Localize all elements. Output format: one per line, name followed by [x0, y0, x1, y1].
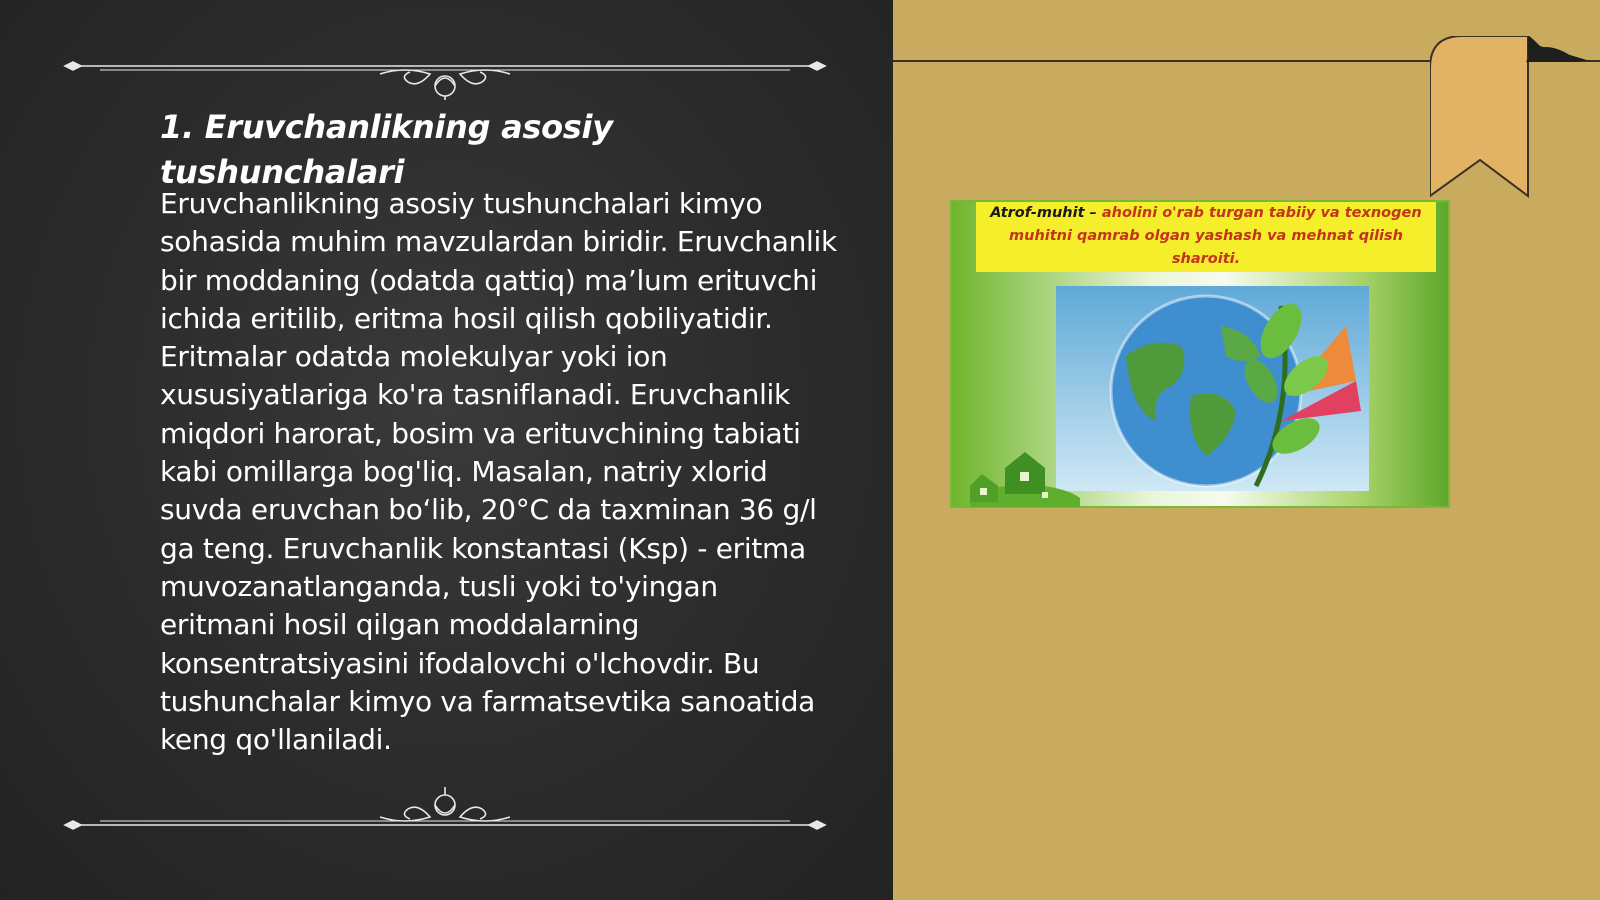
caption-dash: – [1084, 205, 1102, 221]
top-ornament-divider [60, 40, 830, 100]
slide-title: 1. Eruvchanlikning asosiy tushunchalari [160, 108, 613, 191]
bookmark-ribbon-icon [1430, 36, 1590, 198]
globe-icon [1056, 286, 1369, 491]
illustration-caption [976, 202, 1436, 272]
environment-illustration [950, 200, 1450, 508]
caption-definition: aholini o'rab turgan tabiiy va texnogen muhitni qamrab olgan yashash va mehnat qilish sharoiti. [1009, 205, 1422, 267]
slide-body-text: Eruvchanlikning asosiy tushunchalari kimyo sohasida muhim mavzulardan biridir. Eruvchanlik bir moddaning (odatda qattiq) ma’lum erituvchi ichida eritilib, eritma hosil qilish qobiliyatidir. Eritmalar odatda molekulyar yoki ion xususiyatlariga ko'ra tasniflanadi. Eruvchanlik miqdori harorat, bosim va erituvchining tabiati kabi omillarga bog'liq. Masalan, natriy xlorid suvda eruvchan bo‘lib, 20°C da taxminan 36 g/l ga teng. Eruvchanlik konstantasi (Ksp) - eritma muvozanatlanganda, tusli yoki to'yingan eritmani hosil qilgan moddalarning konsentratsiyasini ifodalovchi o'lchovdir. Bu tushunchalar kimyo va farmatsevtika sanoatida keng qo'llaniladi. [160, 187, 837, 757]
house-icon [970, 432, 1080, 507]
bottom-ornament-divider [60, 775, 830, 835]
caption-term: Atrof-muhit [990, 205, 1085, 221]
globe-plant-illustration [1056, 286, 1369, 491]
